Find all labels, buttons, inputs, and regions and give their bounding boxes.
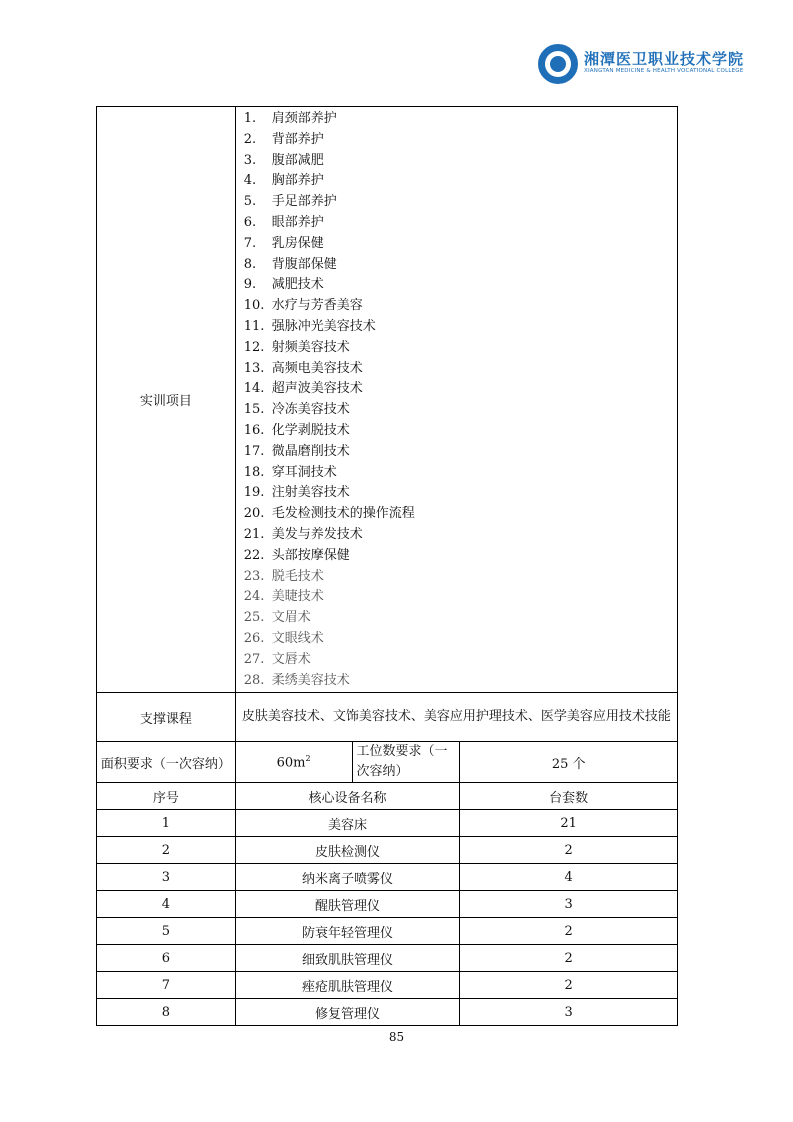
training-project-name: 毛发检测技术的操作流程 (271, 506, 415, 522)
equipment-no: 1 (97, 810, 236, 837)
equipment-count: 3 (460, 999, 678, 1026)
training-project-number: 10. (243, 298, 265, 314)
training-project-number: 7. (243, 235, 257, 251)
training-project-item (244, 671, 677, 692)
training-project-name: 眼部养护 (271, 214, 324, 230)
equipment-row (97, 972, 678, 999)
training-project-item (244, 275, 677, 296)
training-project-number: 20. (243, 506, 265, 522)
training-project-item (244, 463, 677, 484)
equipment-count: 2 (460, 945, 678, 972)
equipment-row (97, 837, 678, 864)
training-projects-list (235, 107, 677, 693)
training-project-name: 手足部养护 (271, 194, 337, 210)
training-project-number: 6. (243, 214, 257, 230)
training-project-number: 23. (243, 568, 265, 584)
equipment-no: 5 (97, 918, 236, 945)
equipment-no: 7 (97, 972, 236, 999)
training-project-number: 2. (243, 131, 257, 147)
training-project-item (244, 379, 677, 400)
training-project-item (244, 234, 677, 255)
equipment-name: 醒肤管理仪 (235, 891, 460, 918)
training-project-number: 21. (243, 526, 265, 542)
equipment-name: 细致肌肤管理仪 (235, 945, 460, 972)
equipment-name: 纳米离子喷雾仪 (235, 864, 460, 891)
equipment-header-row (97, 783, 678, 810)
training-project-name: 乳房保健 (271, 235, 324, 251)
training-project-item (244, 421, 677, 442)
training-projects-row (97, 107, 678, 693)
area-number: 60m (276, 755, 306, 771)
training-project-number: 8. (243, 256, 257, 272)
equipment-no: 6 (97, 945, 236, 972)
training-project-number: 12. (243, 339, 265, 355)
training-project-item (244, 587, 677, 608)
training-project-number: 15. (243, 402, 265, 418)
training-project-number: 16. (243, 422, 265, 438)
training-project-item (244, 629, 677, 650)
training-project-number: 28. (243, 672, 265, 688)
training-project-item (244, 130, 677, 151)
training-project-number: 14. (243, 381, 265, 397)
header-equipment-name: 核心设备名称 (235, 783, 460, 810)
training-project-item (244, 338, 677, 359)
training-project-name: 化学剥脱技术 (271, 422, 350, 438)
training-project-item (244, 608, 677, 629)
training-project-item (244, 171, 677, 192)
training-project-item (244, 296, 677, 317)
training-project-item (244, 525, 677, 546)
training-project-name: 美发与养发技术 (271, 526, 363, 542)
equipment-name: 痤疮肌肤管理仪 (235, 972, 460, 999)
equipment-no: 3 (97, 864, 236, 891)
support-courses-value: 皮肤美容技术、文饰美容技术、美容应用护理技术、医学美容应用技术技能 (235, 693, 677, 742)
equipment-no: 2 (97, 837, 236, 864)
training-project-number: 9. (243, 277, 257, 293)
equipment-row (97, 891, 678, 918)
support-courses-label: 支撑课程 (97, 693, 236, 742)
college-emblem-icon (538, 44, 578, 84)
training-project-number: 26. (243, 630, 265, 646)
training-project-name: 脱毛技术 (271, 568, 324, 584)
training-project-item (244, 650, 677, 671)
support-courses-row (97, 693, 678, 742)
training-project-name: 腹部减肥 (271, 152, 324, 168)
training-project-item (244, 483, 677, 504)
training-project-name: 水疗与芳香美容 (271, 298, 363, 314)
training-project-name: 微晶磨削技术 (271, 443, 350, 459)
station-value: 25 个 (460, 742, 678, 783)
training-project-item (244, 255, 677, 276)
page-number: 85 (388, 1030, 405, 1044)
equipment-count: 2 (460, 837, 678, 864)
training-project-item (244, 213, 677, 234)
equipment-row (97, 999, 678, 1026)
area-row (97, 742, 678, 783)
training-project-number: 25. (243, 610, 265, 626)
training-room-table (96, 106, 678, 1026)
equipment-count: 3 (460, 891, 678, 918)
training-project-item (244, 400, 677, 421)
equipment-row (97, 945, 678, 972)
training-project-name: 强脉冲光美容技术 (271, 318, 376, 334)
training-project-name: 文眼线术 (271, 630, 324, 646)
area-label: 面积要求（一次容纳） (97, 742, 236, 783)
training-project-name: 头部按摩保健 (271, 547, 350, 563)
logo-chinese-name: 湘潭医卫职业技术学院 (584, 50, 745, 68)
station-label: 工位数要求（一次容纳） (352, 742, 460, 783)
equipment-name: 美容床 (235, 810, 460, 837)
equipment-row (97, 810, 678, 837)
equipment-count: 21 (460, 810, 678, 837)
training-project-number: 13. (243, 360, 265, 376)
training-projects-label: 实训项目 (97, 107, 236, 693)
equipment-count: 4 (460, 864, 678, 891)
equipment-no: 4 (97, 891, 236, 918)
equipment-name: 修复管理仪 (235, 999, 460, 1026)
training-project-name: 美睫技术 (271, 589, 324, 605)
area-value (235, 742, 352, 783)
training-project-name: 注射美容技术 (271, 485, 350, 501)
training-project-name: 文眉术 (271, 610, 311, 626)
training-project-item (244, 546, 677, 567)
training-project-number: 4. (243, 173, 257, 189)
training-project-name: 超声波美容技术 (271, 381, 363, 397)
equipment-row (97, 864, 678, 891)
training-project-name: 文唇术 (271, 651, 311, 667)
logo-english-name: XIANGTAN MEDICINE & HEALTH VOCATIONAL COLLEGE (584, 68, 744, 74)
training-project-number: 22. (243, 547, 265, 563)
training-project-item (244, 317, 677, 338)
equipment-row (97, 918, 678, 945)
training-project-item (244, 567, 677, 588)
training-project-item (244, 359, 677, 380)
header-no: 序号 (97, 783, 236, 810)
equipment-no: 8 (97, 999, 236, 1026)
equipment-count: 2 (460, 918, 678, 945)
training-project-name: 背腹部保健 (271, 256, 337, 272)
equipment-name: 皮肤检测仪 (235, 837, 460, 864)
training-project-name: 柔绣美容技术 (271, 672, 350, 688)
training-project-number: 5. (243, 194, 257, 210)
training-project-item (244, 442, 677, 463)
training-project-item (244, 504, 677, 525)
training-project-number: 3. (243, 152, 257, 168)
college-logo (538, 44, 745, 88)
training-project-number: 27. (243, 651, 265, 667)
training-project-name: 减肥技术 (271, 277, 324, 293)
training-project-name: 肩颈部养护 (271, 111, 337, 126)
area-unit-sup: 2 (305, 754, 311, 764)
training-project-name: 冷冻美容技术 (271, 402, 350, 418)
training-project-number: 19. (243, 485, 265, 501)
training-project-item (244, 151, 677, 172)
equipment-count: 2 (460, 972, 678, 999)
training-project-name: 背部养护 (271, 131, 324, 147)
training-project-number: 11. (243, 318, 265, 334)
header-count: 台套数 (460, 783, 678, 810)
training-project-number: 1. (243, 111, 257, 126)
training-project-name: 穿耳洞技术 (271, 464, 337, 480)
training-project-name: 高频电美容技术 (271, 360, 363, 376)
training-project-number: 18. (243, 464, 265, 480)
equipment-name: 防衰年轻管理仪 (235, 918, 460, 945)
training-project-name: 射频美容技术 (271, 339, 350, 355)
training-project-number: 17. (243, 443, 265, 459)
training-project-name: 胸部养护 (271, 173, 324, 189)
training-project-item (244, 192, 677, 213)
training-project-item (244, 109, 677, 130)
training-project-number: 24. (243, 589, 265, 605)
